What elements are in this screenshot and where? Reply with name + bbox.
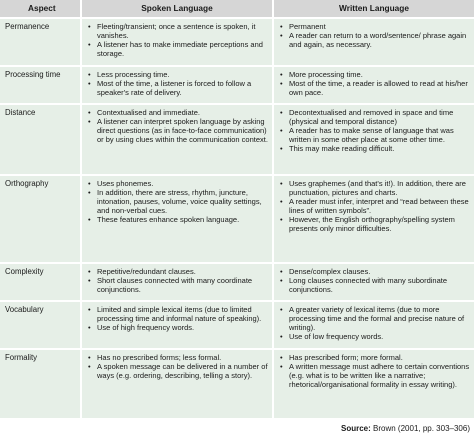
bullet-item: • Short clauses connected with many coordinate conjunctions. xyxy=(86,276,269,294)
bullet-item: • Has prescribed form; more formal. xyxy=(278,353,471,362)
spoken-bullet-list xyxy=(86,267,269,294)
bullet-item: • Uses phonemes. xyxy=(86,179,269,188)
written-bullet-list xyxy=(278,305,471,341)
aspect-cell: Formality xyxy=(0,350,82,420)
header-aspect: Aspect xyxy=(0,0,82,19)
written-language-cell xyxy=(274,19,474,67)
spoken-bullet-list xyxy=(86,305,269,332)
bullet-item: • Dense/complex clauses. xyxy=(278,267,471,276)
written-language-cell xyxy=(274,67,474,105)
aspect-cell: Distance xyxy=(0,105,82,176)
written-bullet-list xyxy=(278,353,471,389)
written-language-cell xyxy=(274,105,474,176)
aspect-cell: Orthography xyxy=(0,176,82,264)
source-text: Brown (2001, pp. 303–306) xyxy=(373,424,470,433)
bullet-item: • A spoken message can be delivered in a number of ways (e.g. ordering, describing, telling a story). xyxy=(86,362,269,380)
bullet-item: • A reader has to make sense of language that was written in some other place at some other time. xyxy=(278,126,471,144)
spoken-language-cell xyxy=(82,105,274,176)
spoken-language-cell xyxy=(82,19,274,67)
table-row xyxy=(0,19,474,67)
bullet-item: • In addition, there are stress, rhythm, juncture, intonation, pauses, volume, voice quality settings, and non-verbal cues. xyxy=(86,188,269,215)
spoken-bullet-list xyxy=(86,70,269,97)
bullet-item: • This may make reading difficult. xyxy=(278,144,471,153)
aspect-cell: Processing time xyxy=(0,67,82,105)
written-language-cell xyxy=(274,350,474,420)
aspect-cell: Permanence xyxy=(0,19,82,67)
header-written-language: Written Language xyxy=(274,0,474,19)
spoken-bullet-list xyxy=(86,353,269,380)
bullet-item: • Contextualised and immediate. xyxy=(86,108,269,117)
bullet-item: • Decontextualised and removed in space and time (physical and temporal distance) xyxy=(278,108,471,126)
written-bullet-list xyxy=(278,108,471,153)
table-row xyxy=(0,264,474,302)
bullet-item: • However, the English orthography/spelling system presents only minor difficulties. xyxy=(278,215,471,233)
written-language-cell xyxy=(274,302,474,350)
spoken-language-cell xyxy=(82,350,274,420)
header-row xyxy=(0,0,474,19)
written-bullet-list xyxy=(278,267,471,294)
written-language-cell xyxy=(274,176,474,264)
bullet-item: • A reader can return to a word/sentence/ phrase again and again, as necessary. xyxy=(278,31,471,49)
written-bullet-list xyxy=(278,22,471,49)
spoken-bullet-list xyxy=(86,22,269,58)
spoken-bullet-list xyxy=(86,179,269,224)
aspect-cell: Complexity xyxy=(0,264,82,302)
bullet-item: • These features enhance spoken language. xyxy=(86,215,269,224)
bullet-item: • Less processing time. xyxy=(86,70,269,79)
source-citation xyxy=(341,424,470,434)
spoken-language-cell xyxy=(82,302,274,350)
bullet-item: • Use of low frequency words. xyxy=(278,332,471,341)
bullet-item: • Use of high frequency words. xyxy=(86,323,269,332)
table-row xyxy=(0,176,474,264)
table-row xyxy=(0,302,474,350)
bullet-item: • A written message must adhere to certain conventions (e.g. what is to be written like a narrative; rhetorical/organisational formality in essay writing). xyxy=(278,362,471,389)
aspect-cell: Vocabulary xyxy=(0,302,82,350)
bullet-item: • More processing time. xyxy=(278,70,471,79)
table-row xyxy=(0,350,474,420)
bullet-item: • A reader must infer, interpret and “read between these lines of written symbols”. xyxy=(278,197,471,215)
table-body xyxy=(0,19,474,420)
table-row xyxy=(0,105,474,176)
source-label: Source: xyxy=(341,424,371,433)
bullet-item: • Limited and simple lexical items (due to limited processing time and informal nature of speaking). xyxy=(86,305,269,323)
written-bullet-list xyxy=(278,179,471,233)
bullet-item: • Long clauses connected with many subordinate conjunctions. xyxy=(278,276,471,294)
written-language-cell xyxy=(274,264,474,302)
bullet-item: • Fleeting/transient; once a sentence is spoken, it vanishes. xyxy=(86,22,269,40)
bullet-item: • A listener can interpret spoken language by asking direct questions (as in face-to-face communication) or by using clues within the communication context. xyxy=(86,117,269,144)
spoken-language-cell xyxy=(82,67,274,105)
written-bullet-list xyxy=(278,70,471,97)
spoken-language-cell xyxy=(82,176,274,264)
bullet-item: • Most of the time, a reader is allowed to read at his/her own pace. xyxy=(278,79,471,97)
header-spoken-language: Spoken Language xyxy=(82,0,274,19)
spoken-bullet-list xyxy=(86,108,269,144)
bullet-item: • Uses graphemes (and that's it!). In addition, there are punctuation, pictures and charts. xyxy=(278,179,471,197)
bullet-item: • Has no prescribed forms; less formal. xyxy=(86,353,269,362)
table-row xyxy=(0,67,474,105)
bullet-item: • Most of the time, a listener is forced to follow a speaker's rate of delivery. xyxy=(86,79,269,97)
bullet-item: • A greater variety of lexical items (due to more processing time and the formal and precise nature of writing). xyxy=(278,305,471,332)
bullet-item: • Repetitive/redundant clauses. xyxy=(86,267,269,276)
spoken-language-cell xyxy=(82,264,274,302)
bullet-item: • Permanent xyxy=(278,22,471,31)
bullet-item: • A listener has to make immediate perceptions and storage. xyxy=(86,40,269,58)
